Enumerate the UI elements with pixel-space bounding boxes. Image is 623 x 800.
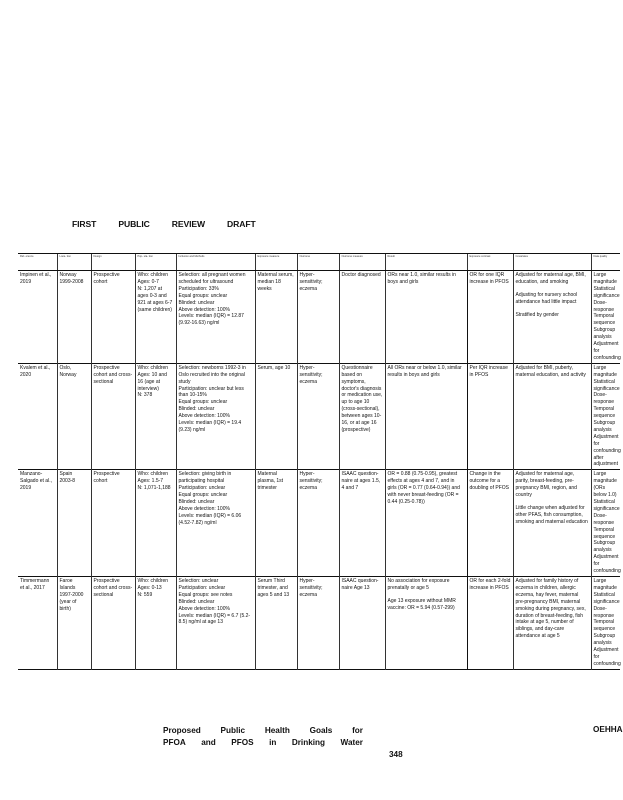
quality-cell-line: Temporal sequence [593,313,616,327]
methods-cell-line: Levels: median (IQR) = 12.87 (9.92-16.63) ng/ml [178,313,244,327]
quality-cell-line: Adjustment for confounding [593,341,621,361]
footer-word: in [269,737,277,747]
methods-cell-line: Blinded: unclear [178,598,215,605]
population-cell-line: N: 1,207 at ages 0-3 and 921 at ages 6-7 (same children) [137,285,173,313]
header-cell: Outcome measure [339,254,385,271]
footer-word: Health [264,726,290,735]
quality-cell-line: Dose-response [593,299,615,313]
design-cell: Prospective cohort and cross-sectional [91,363,135,470]
methods-cell-line: Above detection: 100% [178,505,230,512]
methods-cell-line: Equal groups: unclear [178,292,228,299]
population-cell [135,470,176,577]
covariates-cell [513,271,591,364]
outcome-cell: Hyper-sensitivity; eczema [297,363,339,470]
covariates-cell-line: Adjusted for BMI, puberty, maternal education, and activity [515,364,586,378]
location-cell [57,576,91,669]
quality-cell-line: Temporal sequence [593,526,616,540]
footer-word: PFOA [163,737,186,747]
covariates-cell [513,363,591,470]
footer-word: PFOS [231,737,254,747]
header-cell: Loca- tion [57,254,91,271]
footer-line-1 [163,725,363,737]
methods-cell-line: Blinded: unclear [178,406,215,413]
covariates-cell-line: Stratified by gender [515,311,559,318]
quality-cell [591,363,620,470]
footer-word: Water [340,737,363,747]
covariates-cell-line: Adjusted for family history of eczema in children, allergic eczema, hay fever, maternal pre-pregnancy BMI, maternal smoking during pregnancy, sex, duration of breast-feeding, fish intake at age 5, number of siblings, and day-care attendance at age 5 [515,577,586,640]
population-cell-line: Who: children [137,364,169,371]
methods-cell-line: Equal groups: unclear [178,492,228,499]
outcome-measure-cell: Questionnaire based on symptoms, doctor's diagnosis or medication use, up to age 10 (cross-sectional), between ages 10-16, or at age 16 (prospective) [339,363,385,470]
header-cell: Ref- erence [18,254,57,271]
methods-cell-line: Blinded: unclear [178,299,215,306]
methods-cell-line: Above detection: 100% [178,413,230,420]
header-cell: Outcome [297,254,339,271]
reference-cell: Kvalem et al., 2020 [20,364,51,378]
population-cell-line: Ages: 1.5-7 [137,478,164,485]
methods-cell-line: Equal groups: unclear [178,399,228,406]
location-cell-line: Faroe Islands [59,577,76,591]
methods-cell-line: Selection: unclear [178,577,219,584]
location-cell-line: 1997-2000 (year of birth) [59,591,84,612]
footer-word: Drinking [291,737,326,747]
population-cell-line: Ages: 10 and 16 (age at interview) [137,371,167,392]
methods-cell-line: Levels: median (IQR) = 6.06 (4.52-7.82) ng/ml [178,512,242,526]
reference-cell: Impinen et al., 2019 [20,272,52,285]
outcome-measure-cell: Doctor diagnosed [339,271,385,364]
location-cell [57,363,91,470]
exposure-cell: Maternal plasma, 1st trimester [255,470,297,577]
quality-cell-line: Dose-response [593,605,615,619]
location-cell-line: Spain [59,471,73,478]
methods-cell-line: Selection: newborns 1992-3 in Oslo recruited into the original study [178,364,246,385]
quality-cell-line: Statistical significance [593,499,620,512]
draft-word: FIRST [72,219,97,229]
results-cell [385,363,467,470]
methods-cell-line: Levels: median (IQR) = 6.7 (5.2-8.5) ng/ml at age 13 [178,612,251,626]
quality-cell-line: Large magnitude [593,272,617,285]
covariates-cell [513,576,591,669]
quality-cell-line: Adjustment for confounding [593,647,621,667]
header-cell: Result [385,254,467,271]
location-cell [57,470,91,577]
covariates-cell-line: Adjusting for nursery school attendance had little impact [515,291,578,305]
results-cell-line: ORs near 1.0, similar results in boys and girls [387,272,456,285]
header-cell: Design [91,254,135,271]
quality-cell [591,470,620,577]
table-row [18,470,620,577]
quality-cell-line: Adjustment for confounding [593,554,621,575]
quality-cell-line: Subgroup analysis [593,420,616,433]
draft-word: PUBLIC [118,219,150,229]
quality-cell-line: Temporal sequence [593,406,616,420]
methods-cell-line: Levels: median (IQR) = 19.4 (9.23) ng/ml [178,420,242,433]
population-cell-line: Ages: 0-13 [137,584,162,591]
population-cell-line: Ages: 0-7 [137,278,159,285]
table-row [18,271,620,364]
reference-cell: Timmermann et al., 2017 [20,577,50,591]
population-cell-line: Who: children [137,577,169,584]
table-row [18,576,620,669]
contrast-cell: Change in the outcome for a doubling of PFOS [467,470,513,577]
quality-cell-line: Dose-response [593,512,615,526]
quality-cell-line: Statistical significance [593,591,620,605]
study-table [18,253,620,670]
exposure-cell: Serum Third trimester, and ages 5 and 13 [255,576,297,669]
reference-cell: Manzano-Salgado et al., 2019 [20,471,52,492]
population-cell-line: Who: children [137,272,169,278]
methods-cell-line: Participation: 33% [178,285,219,292]
methods-cell-line: Participation: unclear but less than 10-15% [178,385,244,399]
methods-cell [176,576,255,669]
population-cell [135,271,176,364]
covariates-cell-line: Adjusted for maternal age, BMI, education, and smoking [515,272,586,285]
population-cell-line: N: 559 [137,591,153,598]
table-header-row [18,254,620,271]
header-cell: Covariates [513,254,591,271]
population-cell-line: N: 1,071-1,188 [137,485,171,492]
quality-cell [591,576,620,669]
location-cell-line: Norway [59,272,77,278]
population-cell-line: N: 378 [137,392,153,399]
methods-cell-line: Above detection: 100% [178,605,230,612]
methods-cell [176,363,255,470]
draft-banner [72,219,278,229]
methods-cell-line: Selection: giving birth in participating hospital [178,471,232,485]
exposure-cell: Maternal serum, median 18 weeks [255,271,297,364]
header-cell: Data quality [591,254,620,271]
location-cell [57,271,91,364]
covariates-cell-line: Little change when adjusted for other PFAS, fish consumption, smoking and maternal education [515,505,588,525]
quality-cell-line: Statistical significance [593,285,620,299]
agency-name: OEHHA [593,725,623,734]
draft-word: REVIEW [171,219,206,229]
outcome-measure-cell: ISAAC question-naire Age 13 [339,576,385,669]
outcome-cell: Hyper-sensitivity; eczema [297,470,339,577]
covariates-cell [513,470,591,577]
quality-cell-line: Subgroup analysis [593,633,616,647]
quality-cell-line: Subgroup analysis [593,327,616,341]
location-cell-line: 1999-2008 [59,278,84,285]
outcome-cell: Hyper-sensitivity; eczema [297,576,339,669]
methods-cell-line: Blinded: unclear [178,499,215,505]
results-cell [385,470,467,577]
covariates-cell-line: Adjusted for maternal age, parity, breast-feeding, pre-pregnancy BMI, region, and country [515,471,577,499]
page-number: 348 [389,750,403,759]
quality-cell-line: Subgroup analysis [593,540,616,554]
design-cell: Prospective cohort and cross-sectional [91,576,135,669]
methods-cell-line: Participation: unclear [178,485,226,492]
location-cell-line: 2003-8 [59,478,76,485]
contrast-cell: OR for each 2-fold increase in PFOS [467,576,513,669]
results-cell-line: OR = 0.88 (0.75-0.95), greatest effects at ages 4 and 7, and in girls (OR = 0.77 (0.64-0.94)) and with never breast-feeding (OR = 0.44 (0.25-0.78)) [387,471,460,505]
results-cell-line: All ORs near or below 1.0, similar results in boys and girls [387,364,462,378]
quality-cell-line: Large magnitude [593,364,617,378]
methods-cell [176,470,255,577]
footer-line-2 [163,737,363,749]
methods-cell-line: Equal groups: see notes [178,591,233,598]
methods-cell-line: Above detection: 100% [178,306,230,313]
exposure-cell: Serum, age 10 [255,363,297,470]
quality-cell-line: Statistical significance [593,378,620,392]
footer-word: Proposed [163,726,201,735]
design-cell: Prospective cohort [91,271,135,364]
quality-cell-line: Adjustment for confounding after adjustment [593,433,621,468]
results-cell-line: Age 13 exposure without MMR vaccine: OR = 5.94 (0.57-299) [387,597,456,611]
header-cell: Exposure measure [255,254,297,271]
quality-cell-line: Large magnitude (ORs below 1.0) [593,471,617,499]
methods-cell-line: Participation: unclear [178,584,226,591]
quality-cell-line: Dose-response [593,392,615,406]
contrast-cell: OR for one IQR increase in PFOS [467,271,513,364]
results-cell [385,271,467,364]
quality-cell-line: Large magnitude [593,577,617,591]
quality-cell [591,271,620,364]
footer-word: Goals [309,726,333,735]
footer-word: Public [220,726,246,735]
methods-cell [176,271,255,364]
table-row [18,363,620,470]
methods-cell-line: Selection: all pregnant women scheduled for ultrasound [178,272,246,285]
footer-word: for [352,726,363,735]
design-cell: Prospective cohort [91,470,135,577]
outcome-measure-cell: ISAAC question-naire at ages 1.5, 4 and 7 [339,470,385,577]
quality-cell-line: Temporal sequence [593,619,616,633]
header-cell: Pop- ula- tion [135,254,176,271]
location-cell-line: Oslo, Norway [59,364,77,378]
results-cell [385,576,467,669]
footer-title [163,725,363,748]
contrast-cell: Per IQR increase in PFOS [467,363,513,470]
population-cell [135,363,176,470]
outcome-cell: Hyper-sensitivity; eczema [297,271,339,364]
header-cell: Inclusion and Methods [176,254,255,271]
draft-word: DRAFT [227,219,256,229]
population-cell [135,576,176,669]
header-cell: Exposure contrast [467,254,513,271]
results-cell-line: No association for exposure prenatally or age 5 [387,577,450,591]
population-cell-line: Who: children [137,471,169,478]
footer-word: and [201,737,216,747]
